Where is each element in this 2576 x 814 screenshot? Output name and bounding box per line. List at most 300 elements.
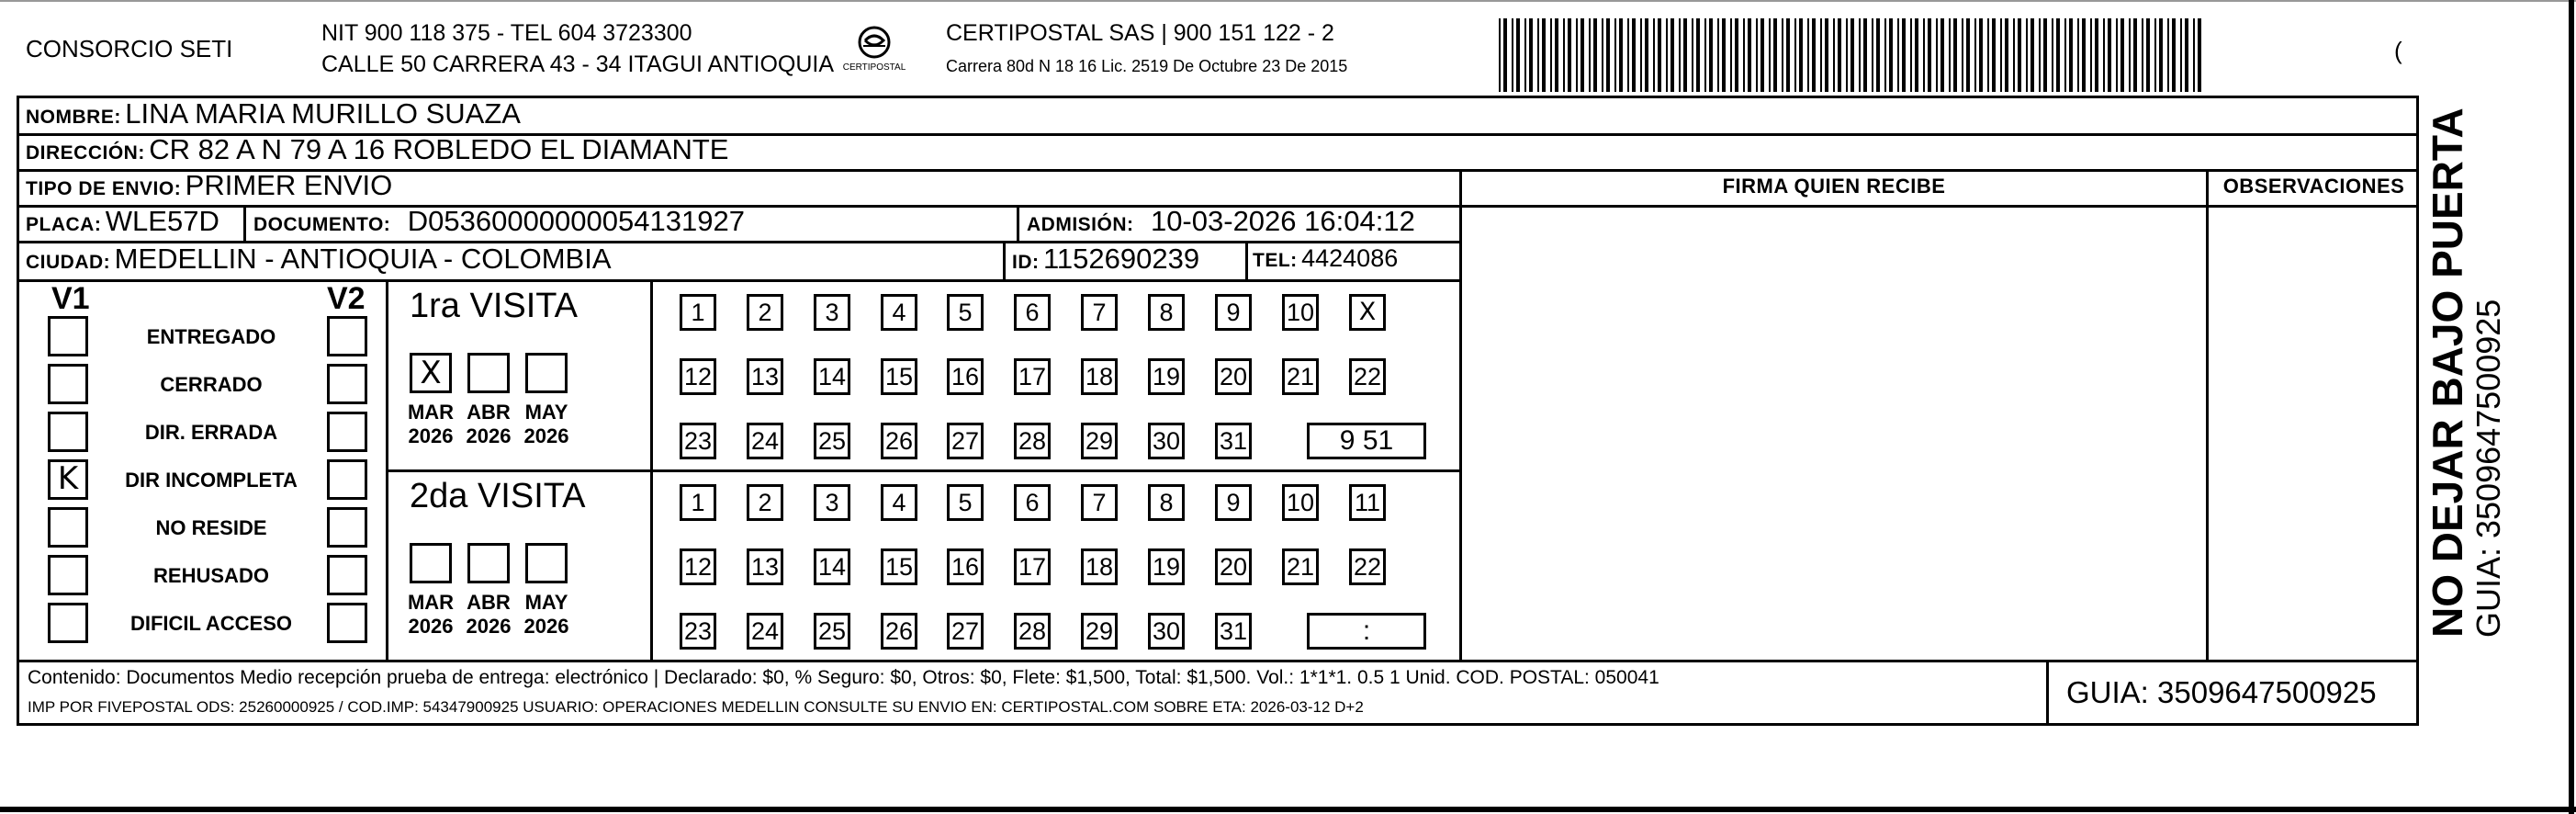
day-number: 13	[750, 553, 780, 581]
barcode-bar	[1760, 18, 1764, 92]
status-label: NO RESIDE	[155, 516, 267, 539]
barcode-bar	[1653, 18, 1655, 92]
day-number: 17	[1018, 363, 1047, 390]
barcode-bar	[1580, 18, 1584, 92]
barcode-bar	[1876, 18, 1880, 92]
barcode-bar	[2159, 18, 2163, 92]
day-box[interactable]	[1215, 484, 1252, 521]
col-divider	[1003, 241, 1006, 279]
v2-checkbox[interactable]	[327, 316, 367, 356]
barcode-bar	[1889, 18, 1893, 92]
id-value: 1152690239	[1042, 243, 1200, 275]
v1-checkbox[interactable]	[48, 412, 88, 452]
day-box[interactable]	[747, 548, 783, 585]
status-label: DIR INCOMPLETA	[125, 469, 298, 492]
day-box[interactable]	[947, 548, 984, 585]
day-number: 15	[884, 363, 914, 390]
day-box[interactable]	[881, 548, 917, 585]
name-value: LINA MARIA MURILLO SUAZA	[125, 97, 521, 130]
document-value: D05360000000054131927	[407, 205, 745, 237]
barcode-bar	[1962, 18, 1963, 92]
barcode-bar	[2142, 18, 2143, 92]
plate-label: PLACA:	[26, 214, 102, 235]
barcode-bar	[1627, 18, 1629, 92]
barcode-bar	[1524, 18, 1526, 92]
day-box[interactable]	[1081, 294, 1118, 331]
day-number: 26	[884, 427, 914, 455]
day-number: 4	[892, 489, 906, 516]
day-number: 24	[750, 617, 780, 645]
tel-label: TEL:	[1253, 250, 1298, 271]
day-box[interactable]	[1148, 548, 1185, 585]
barcode-bar	[1730, 18, 1732, 92]
day-number: 25	[817, 427, 847, 455]
id-cell	[1012, 243, 1199, 276]
day-box[interactable]	[1081, 484, 1118, 521]
tel-value: 4424086	[1301, 244, 1399, 272]
day-box[interactable]	[1282, 294, 1319, 331]
day-number: 25	[817, 617, 847, 645]
day-number: 9	[1226, 299, 1241, 326]
day-box[interactable]	[947, 484, 984, 521]
signature-area[interactable]	[1462, 208, 2206, 660]
barcode-bar	[1602, 18, 1603, 92]
month-checkbox[interactable]	[467, 353, 510, 393]
v1-checkbox[interactable]	[48, 603, 88, 643]
day-number: 12	[683, 363, 713, 390]
barcode-bar	[1550, 18, 1552, 92]
day-number: 31	[1219, 427, 1248, 455]
barcode-bar	[2064, 18, 2066, 92]
barcode-bar	[1863, 18, 1867, 92]
month-label	[514, 591, 579, 639]
barcode	[1499, 18, 2206, 92]
barcode-bar	[1748, 18, 1751, 92]
day-number: 9	[1226, 489, 1241, 516]
barcode-bar	[2095, 18, 2098, 92]
barcode-bar	[1576, 18, 1578, 92]
barcode-bar	[1722, 18, 1726, 92]
plate-cell	[26, 205, 219, 238]
day-number: 31	[1219, 617, 1248, 645]
v2-label: V2	[327, 281, 366, 316]
day-number: 1	[691, 489, 705, 516]
day-box[interactable]	[680, 358, 716, 395]
day-number: 2	[758, 489, 772, 516]
barcode-bar	[1825, 18, 1828, 92]
observations-header: OBSERVACIONES	[2222, 175, 2405, 198]
barcode-bar	[1940, 18, 1944, 92]
day-box[interactable]	[814, 423, 850, 459]
barcode-bar	[1987, 18, 1989, 92]
address-value: CR 82 A N 79 A 16 ROBLEDO EL DIAMANTE	[149, 133, 729, 165]
day-box[interactable]	[1349, 294, 1386, 331]
day-number: 16	[951, 553, 980, 581]
day-number: 6	[1025, 299, 1040, 326]
day-box[interactable]	[747, 423, 783, 459]
day-box[interactable]	[814, 294, 850, 331]
day-box[interactable]	[747, 358, 783, 395]
barcode-bar	[2056, 18, 2060, 92]
barcode-bar	[2108, 18, 2111, 92]
barcode-bar	[2069, 18, 2073, 92]
barcode-bar	[1859, 18, 1861, 92]
barcode-bar	[1756, 18, 1758, 92]
barcode-bar	[1589, 18, 1591, 92]
day-box[interactable]	[747, 613, 783, 650]
day-number: 18	[1085, 553, 1114, 581]
month-name: MAY	[524, 591, 568, 614]
barcode-bar	[2120, 18, 2124, 92]
day-box[interactable]	[680, 613, 716, 650]
day-box[interactable]	[1349, 484, 1386, 521]
carrier-line: CERTIPOSTAL SAS | 900 151 122 - 2	[946, 20, 1334, 46]
time-box[interactable]	[1307, 423, 1426, 459]
barcode-bar	[2103, 18, 2105, 92]
barcode-bar	[1503, 18, 1507, 92]
barcode-bar	[2172, 18, 2176, 92]
barcode-bar	[1542, 18, 1546, 92]
day-box[interactable]	[1014, 613, 1051, 650]
month-year: 2026	[466, 615, 512, 638]
day-box[interactable]	[814, 358, 850, 395]
visit-title: 2da VISITA	[410, 477, 586, 515]
barcode-bar	[1979, 18, 1983, 92]
barcode-bar	[1786, 18, 1790, 92]
time-value: :	[1362, 616, 1371, 646]
day-box[interactable]	[947, 613, 984, 650]
barcode-bar	[2133, 18, 2137, 92]
month-year: 2026	[408, 615, 454, 638]
day-box[interactable]	[947, 294, 984, 331]
barcode-bar	[1884, 18, 1886, 92]
v2-checkbox[interactable]	[327, 555, 367, 595]
col-divider	[243, 205, 246, 241]
day-number: 10	[1286, 299, 1315, 326]
v2-checkbox[interactable]	[327, 603, 367, 643]
day-box[interactable]	[947, 423, 984, 459]
day-box[interactable]	[814, 613, 850, 650]
day-box[interactable]	[1215, 358, 1252, 395]
barcode-bar	[1769, 18, 1771, 92]
barcode-bar	[1704, 18, 1706, 92]
day-number: 2	[758, 299, 772, 326]
day-box[interactable]	[1081, 548, 1118, 585]
day-number: 7	[1092, 299, 1107, 326]
barcode-bar	[1692, 18, 1693, 92]
month-label	[399, 591, 463, 639]
right-edge	[2569, 0, 2574, 814]
barcode-bar	[1850, 18, 1854, 92]
barcode-bar	[1614, 18, 1616, 92]
month-name: MAY	[524, 401, 568, 424]
visit-title: 1ra VISITA	[410, 287, 579, 325]
day-number: 21	[1286, 553, 1315, 581]
day-box[interactable]	[747, 484, 783, 521]
v1-checkbox[interactable]	[48, 555, 88, 595]
barcode-bar	[1606, 18, 1610, 92]
day-number: 1	[691, 299, 705, 326]
day-box[interactable]	[680, 423, 716, 459]
day-box[interactable]	[680, 484, 716, 521]
day-box[interactable]	[1014, 423, 1051, 459]
barcode-bar	[1794, 18, 1796, 92]
v1-handwritten-mark: K	[57, 460, 79, 497]
barcode-bar	[1773, 18, 1777, 92]
day-number: 8	[1159, 489, 1174, 516]
day-number: 20	[1219, 363, 1248, 390]
address-row	[26, 133, 728, 166]
barcode-bar	[2043, 18, 2047, 92]
barcode-bar	[2180, 18, 2182, 92]
barcode-bar	[1568, 18, 1571, 92]
admission-cell	[1027, 205, 1415, 238]
months-divider	[650, 279, 653, 660]
status-label: CERRADO	[160, 373, 263, 396]
barcode-bar	[1910, 18, 1912, 92]
v1-checkbox[interactable]	[48, 364, 88, 404]
side-notice: NO DEJAR BAJO PUERTA	[2424, 107, 2471, 638]
day-box[interactable]	[1148, 294, 1185, 331]
day-number: 3	[825, 489, 839, 516]
barcode-bar	[1812, 18, 1816, 92]
day-box[interactable]	[1148, 423, 1185, 459]
day-box[interactable]	[747, 294, 783, 331]
city-value: MEDELLIN - ANTIOQUIA - COLOMBIA	[114, 243, 612, 275]
day-number: 27	[951, 427, 980, 455]
name-row	[26, 97, 521, 130]
day-box[interactable]	[947, 358, 984, 395]
v1-checkbox[interactable]	[48, 459, 88, 500]
barcode-bar	[1555, 18, 1558, 92]
barcode-bar	[2154, 18, 2156, 92]
month-checkbox[interactable]	[467, 543, 510, 583]
day-number: 30	[1152, 427, 1181, 455]
barcode-bar	[2052, 18, 2053, 92]
barcode-bar	[2013, 18, 2015, 92]
day-box[interactable]	[1014, 294, 1051, 331]
month-year: 2026	[466, 424, 512, 447]
top-edge	[0, 0, 2576, 2]
day-box[interactable]	[1014, 484, 1051, 521]
shipment-row	[26, 169, 392, 202]
time-box[interactable]	[1307, 613, 1426, 650]
day-number: 7	[1092, 489, 1107, 516]
barcode-bar	[2077, 18, 2079, 92]
observations-area[interactable]	[2209, 208, 2419, 660]
barcode-bar	[1872, 18, 1873, 92]
day-box[interactable]	[680, 294, 716, 331]
status-label: DIFICIL ACCESO	[129, 612, 292, 635]
barcode-bar	[1512, 18, 1513, 92]
document-label: DOCUMENTO:	[253, 214, 391, 235]
barcode-bar	[1923, 18, 1925, 92]
day-box[interactable]	[1148, 358, 1185, 395]
barcode-bar	[1563, 18, 1565, 92]
barcode-bar	[1683, 18, 1687, 92]
month-name: MAR	[407, 401, 455, 424]
col-divider	[1245, 241, 1248, 279]
visit-divider	[386, 469, 1462, 472]
v1-label: V1	[51, 281, 90, 316]
day-box[interactable]	[1349, 358, 1386, 395]
address-line: CALLE 50 CARRERA 43 - 34 ITAGUI ANTIOQUIA	[321, 51, 835, 77]
day-number: 14	[817, 363, 847, 390]
month-checkbox[interactable]	[525, 353, 568, 393]
day-number: 22	[1353, 553, 1382, 581]
day-box[interactable]	[1282, 548, 1319, 585]
barcode-bar	[2146, 18, 2150, 92]
barcode-bar	[1645, 18, 1648, 92]
v1-checkbox[interactable]	[48, 316, 88, 356]
day-number: 17	[1018, 553, 1047, 581]
tel-cell	[1253, 244, 1398, 273]
day-number: 28	[1018, 617, 1047, 645]
barcode-bar	[1846, 18, 1848, 92]
day-box[interactable]	[1148, 484, 1185, 521]
day-box[interactable]	[680, 548, 716, 585]
day-number: 4	[892, 299, 906, 326]
barcode-bar	[1902, 18, 1906, 92]
barcode-bar	[1640, 18, 1642, 92]
footer-guide-divider	[2046, 660, 2049, 726]
day-number: 8	[1159, 299, 1174, 326]
day-box[interactable]	[814, 548, 850, 585]
day-number: 13	[750, 363, 780, 390]
day-box[interactable]	[1014, 358, 1051, 395]
barcode-bar	[1928, 18, 1931, 92]
barcode-bar	[1516, 18, 1520, 92]
footer-guide: GUIA: 3509647500925	[2066, 675, 2377, 709]
barcode-bar	[1838, 18, 1841, 92]
day-box[interactable]	[1215, 423, 1252, 459]
day-number: 19	[1152, 363, 1181, 390]
day-number: 15	[884, 553, 914, 581]
v2-checkbox[interactable]	[327, 412, 367, 452]
month-checkbox[interactable]	[410, 353, 452, 393]
month-label	[514, 401, 579, 448]
company-name: CONSORCIO SETI	[26, 35, 233, 62]
month-checkbox[interactable]	[410, 543, 452, 583]
day-number: 24	[750, 427, 780, 455]
day-box[interactable]	[881, 423, 917, 459]
barcode-bar	[1499, 18, 1501, 92]
month-year: 2026	[523, 615, 569, 638]
day-box[interactable]	[881, 613, 917, 650]
month-checkbox[interactable]	[525, 543, 568, 583]
barcode-bar	[1670, 18, 1674, 92]
barcode-bar	[2090, 18, 2092, 92]
day-box[interactable]	[881, 294, 917, 331]
barcode-bar	[2193, 18, 2195, 92]
day-number: 19	[1152, 553, 1181, 581]
barcode-bar	[1799, 18, 1803, 92]
day-number: 29	[1085, 427, 1114, 455]
barcode-bar	[2082, 18, 2086, 92]
corner-mark: (	[2394, 37, 2402, 64]
day-box[interactable]	[1014, 548, 1051, 585]
day-box[interactable]	[1282, 358, 1319, 395]
month-year: 2026	[523, 424, 569, 447]
day-box[interactable]	[1349, 548, 1386, 585]
row-divider	[17, 279, 1462, 282]
bottom-edge	[0, 807, 2576, 812]
day-number: 29	[1085, 617, 1114, 645]
time-value: 9 51	[1339, 425, 1394, 456]
barcode-bar	[1709, 18, 1713, 92]
barcode-bar	[1782, 18, 1783, 92]
day-number: 12	[683, 553, 713, 581]
day-box[interactable]	[881, 358, 917, 395]
status-label: DIR. ERRADA	[144, 421, 278, 444]
day-box[interactable]	[1081, 423, 1118, 459]
day-box[interactable]	[1215, 613, 1252, 650]
day-number: 30	[1152, 617, 1181, 645]
barcode-bar	[2030, 18, 2034, 92]
barcode-bar	[2026, 18, 2028, 92]
carrier-address: Carrera 80d N 18 16 Lic. 2519 De Octubre 23 De 2015	[946, 57, 1348, 75]
day-number: 16	[951, 363, 980, 390]
month-handwritten-mark: X	[420, 355, 442, 391]
day-number: 27	[951, 617, 980, 645]
barcode-bar	[2039, 18, 2041, 92]
day-number: 18	[1085, 363, 1114, 390]
imp-line: IMP POR FIVEPOSTAL ODS: 25260000925 / COD.IMP: 54347900925 USUARIO: OPERACIONES MEDELLIN CONSULTE SU ENVIO EN: CERTIPOSTAL.COM SOBRE ETA: 2026-03-12 D+2	[28, 698, 1364, 716]
month-name: MAR	[407, 591, 455, 614]
name-label: NOMBRE:	[26, 107, 121, 128]
footer-divider	[17, 660, 2419, 662]
side-notice-wrap	[2424, 107, 2507, 638]
barcode-bar	[1953, 18, 1957, 92]
v2-checkbox[interactable]	[327, 459, 367, 500]
day-box[interactable]	[881, 484, 917, 521]
day-number: 14	[817, 553, 847, 581]
barcode-bar	[2185, 18, 2188, 92]
day-number: 5	[958, 299, 973, 326]
day-box[interactable]	[1215, 548, 1252, 585]
v2-checkbox[interactable]	[327, 507, 367, 548]
month-year: 2026	[408, 424, 454, 447]
barcode-bar	[2000, 18, 2002, 92]
day-number: 26	[884, 617, 914, 645]
id-label: ID:	[1012, 252, 1040, 273]
day-box[interactable]	[1282, 484, 1319, 521]
day-box[interactable]	[1081, 613, 1118, 650]
v2-checkbox[interactable]	[327, 364, 367, 404]
contents-line: Contenido: Documentos Medio recepción prueba de entrega: electrónico | Declarado: $0, % Seguro: $0, Otros: $0, Flete: $1,500, Total: $1,500. Vol.: 1*1*1. 0.5 1 Unid. COD. POSTAL: 050041	[28, 667, 1659, 688]
barcode-bar	[1807, 18, 1809, 92]
barcode-bar	[1936, 18, 1938, 92]
day-number: 23	[683, 427, 713, 455]
v1-checkbox[interactable]	[48, 507, 88, 548]
day-box[interactable]	[1148, 613, 1185, 650]
certipostal-logo	[838, 18, 911, 92]
day-box[interactable]	[814, 484, 850, 521]
side-guide: GUIA: 3509647500925	[2469, 299, 2507, 638]
day-box[interactable]	[1215, 294, 1252, 331]
day-handwritten-mark: X	[1358, 298, 1377, 326]
status-label: REHUSADO	[153, 564, 269, 587]
day-number: 3	[825, 299, 839, 326]
barcode-bar	[1537, 18, 1539, 92]
month-label	[456, 401, 521, 448]
address-label: DIRECCIÓN:	[26, 142, 145, 164]
month-label	[456, 591, 521, 639]
barcode-bar	[2198, 18, 2201, 92]
barcode-bar	[1820, 18, 1822, 92]
day-box[interactable]	[1081, 358, 1118, 395]
day-number: 6	[1025, 489, 1040, 516]
